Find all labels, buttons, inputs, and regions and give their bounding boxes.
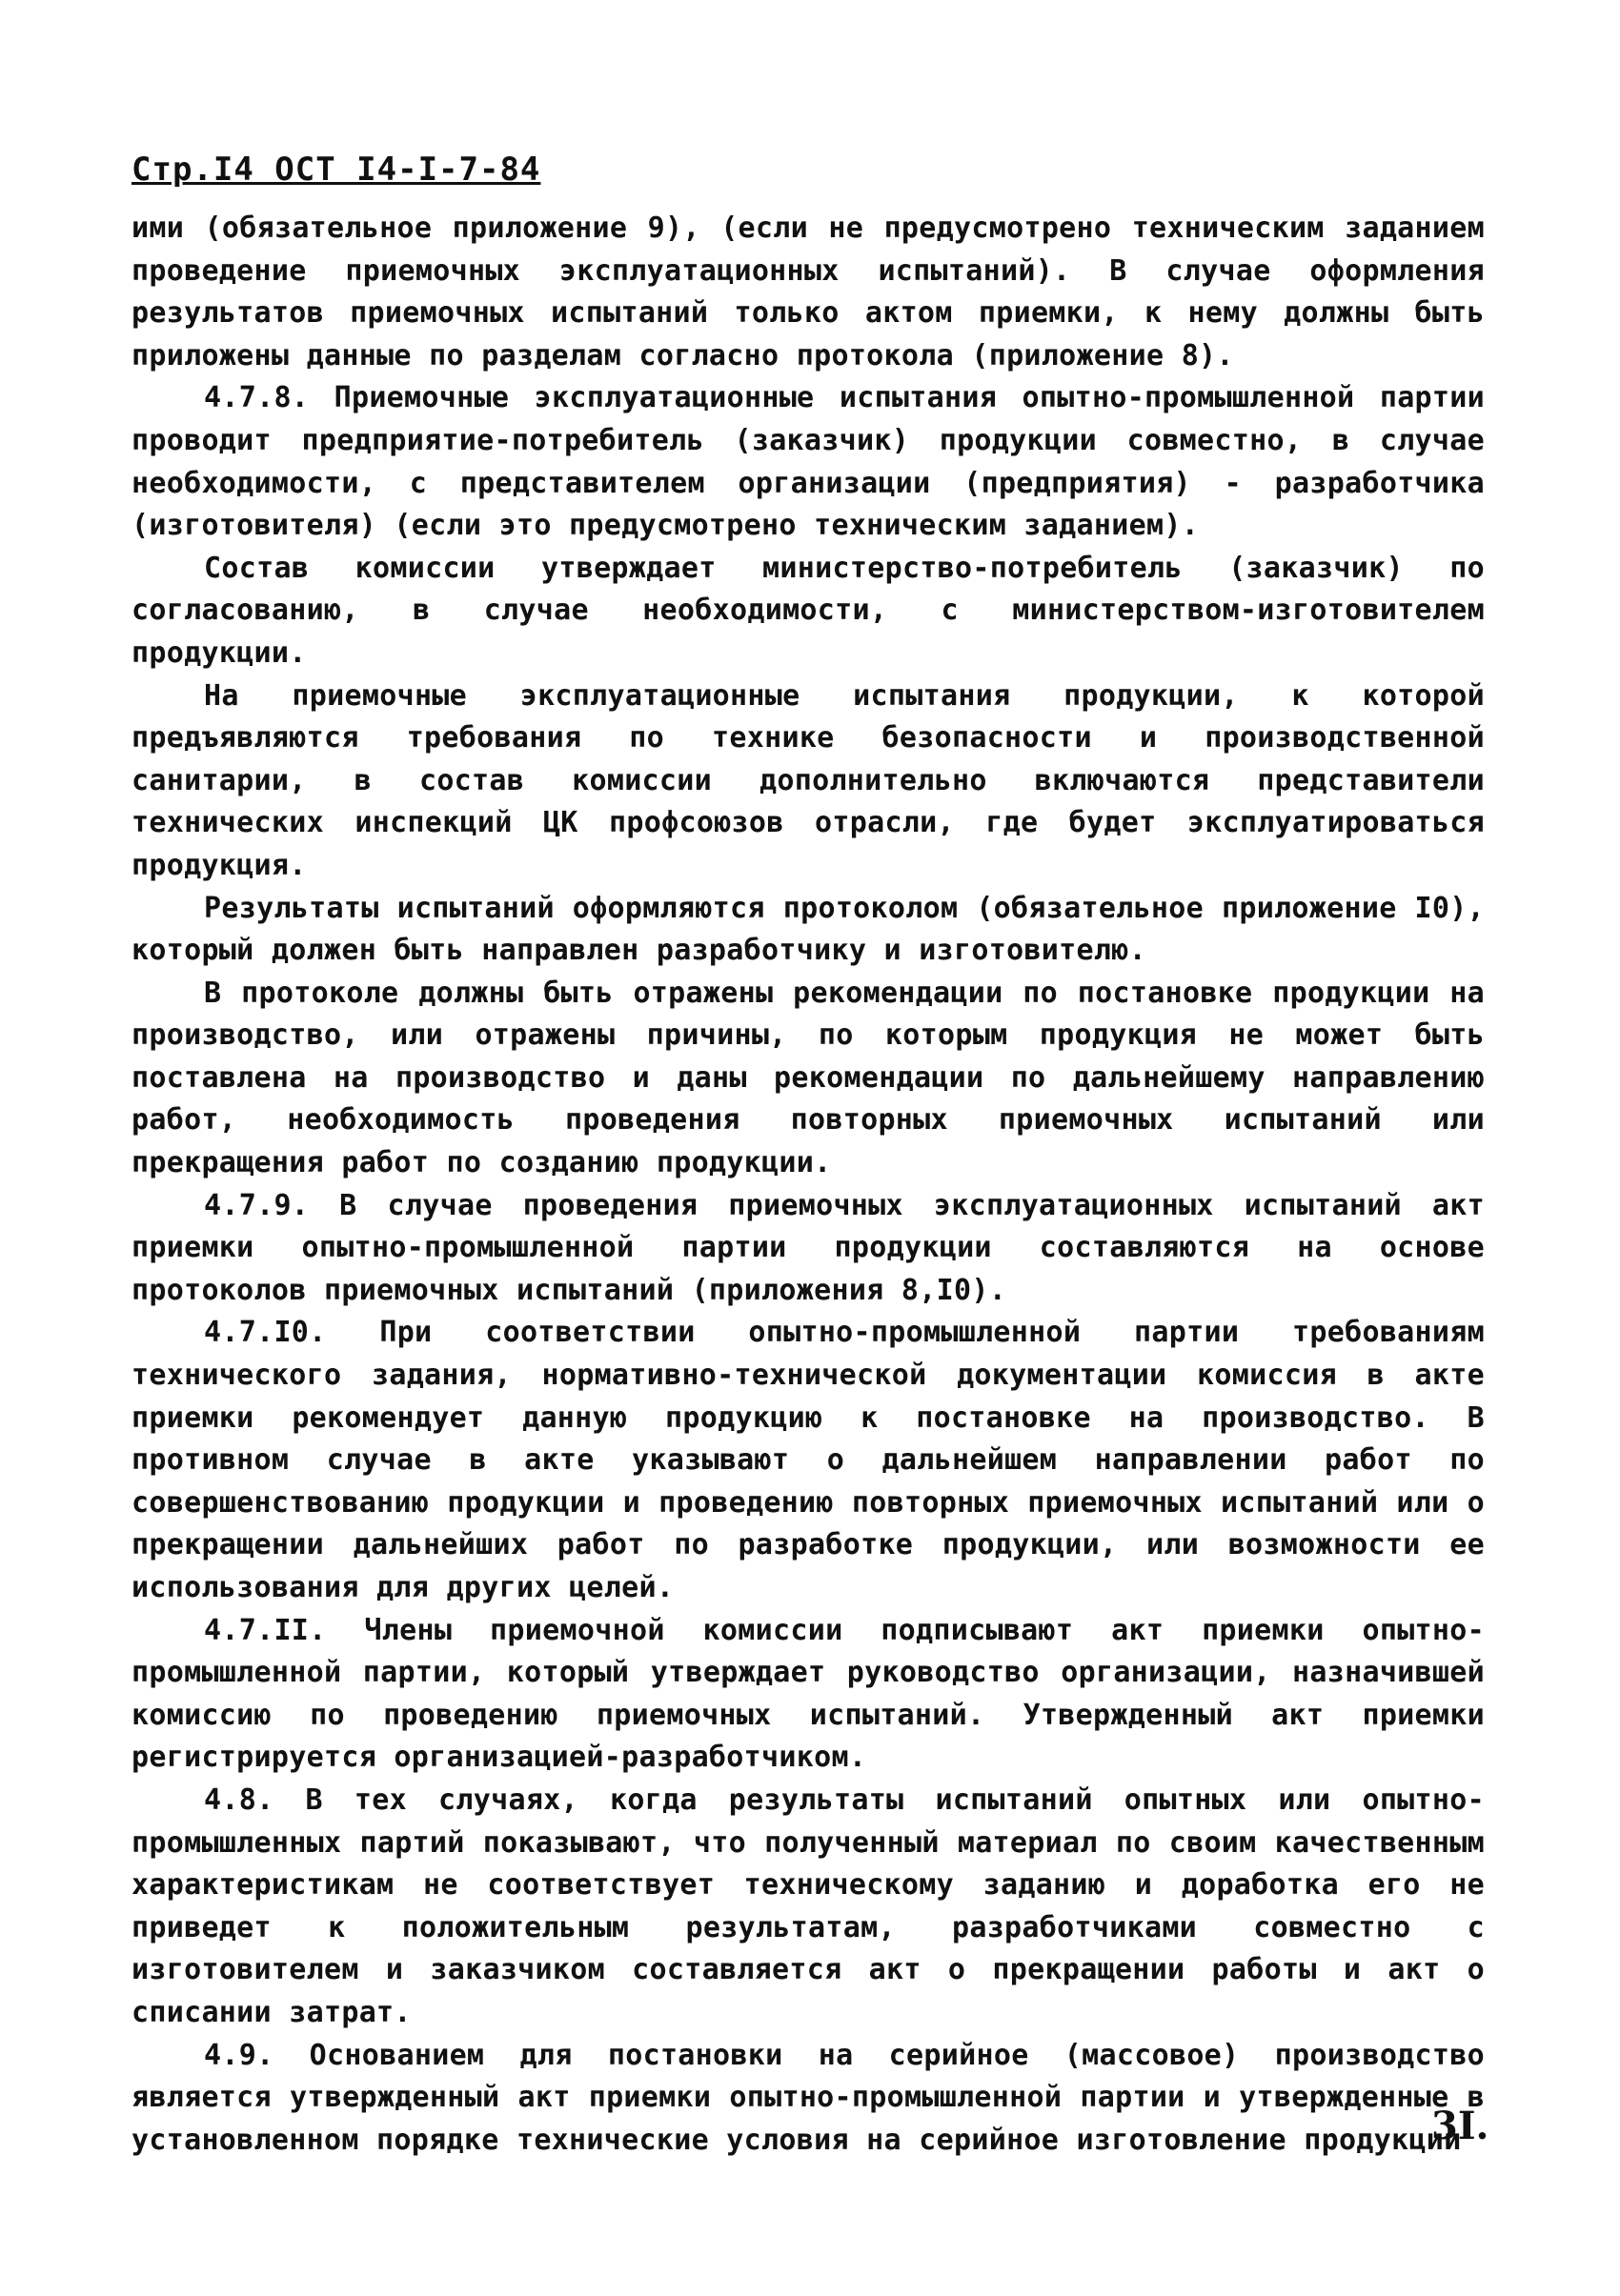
paragraph: 4.7.9. В случае проведения приемочных эксплуатационных испытаний акт приемки опытно-промышленной партии продукции составляются на основе протоколов приемочных испытаний (приложения 8,I0). bbox=[132, 1188, 1485, 1307]
paragraph: 4.8. В тех случаях, когда результаты испытаний опытных или опытно-промышленных партий показывают, что полученный материал по своим качественным характеристикам не соответствует техническому заданию и доработка его не приведет к положительным результатам, разработчиками совместно с изготовителем и заказчиком составляется акт о прекращении работы и акт о списании затрат. bbox=[132, 1782, 1485, 2029]
paragraph: 4.7.I0. При соответствии опытно-промышленной партии требованиям технического задания, нормативно-технической документации комиссия в акте приемки рекомендует данную продукцию к постановке на производство. В противном случае в акте указывают о дальнейшем направлении работ по совершенствованию продукции и проведению повторных приемочных испытаний или о прекращении дальнейших работ по разработке продукции, или возможности ее использования для других целей. bbox=[132, 1316, 1485, 1604]
paragraph: Состав комиссии утверждает министерство-потребитель (заказчик) по согласованию, в случае необходимости, с министерством-изготовителем продукции. bbox=[132, 551, 1485, 670]
document-body bbox=[132, 208, 1485, 2162]
paragraph: 4.9. Основанием для постановки на серийное (массовое) производство является утвержденный акт приемки опытно-промышленной партии и утвержденные в установленном порядке технические условия на серийное изготовление продукции bbox=[132, 2038, 1485, 2157]
page-header: Стр.I4 ОСТ I4-I-7-84 bbox=[132, 151, 541, 189]
page-number: 3I. bbox=[1431, 2104, 1489, 2148]
paragraph: 4.7.II. Члены приемочной комиссии подписывают акт приемки опытно-промышленной партии, который утверждает руководство организации, назначившей комиссию по проведению приемочных испытаний. Утвержденный акт приемки регистрируется организацией-разработчиком. bbox=[132, 1613, 1485, 1775]
paragraph: 4.7.8. Приемочные эксплуатационные испытания опытно-промышленной партии проводит предприятие-потребитель (заказчик) продукции совместно, в случае необходимости, с представителем организации (предприятия) - разработчика (изготовителя) (если это предусмотрено техническим заданием). bbox=[132, 381, 1485, 543]
paragraph: В протоколе должны быть отражены рекомендации по постановке продукции на производство, или отражены причины, по которым продукция не может быть поставлена на производство и даны рекомендации по дальнейшему направлению работ, необходимость проведения повторных приемочных испытаний или прекращения работ по созданию продукции. bbox=[132, 976, 1485, 1180]
paragraph: Результаты испытаний оформляются протоколом (обязательное приложение I0), который должен быть направлен разработчику и изготовителю. bbox=[132, 891, 1485, 968]
paragraph: ими (обязательное приложение 9), (если не предусмотрено техническим заданием проведение приемочных эксплуатационных испытаний). В случае оформления результатов приемочных испытаний только актом приемки, к нему должны быть приложены данные по разделам согласно протокола (приложение 8). bbox=[132, 211, 1485, 373]
paragraph: На приемочные эксплуатационные испытания продукции, к которой предъявляются требования по технике безопасности и производственной санитарии, в состав комиссии дополнительно включаются представители технических инспекций ЦК профсоюзов отрасли, где будет эксплуатироваться продукция. bbox=[132, 678, 1485, 882]
